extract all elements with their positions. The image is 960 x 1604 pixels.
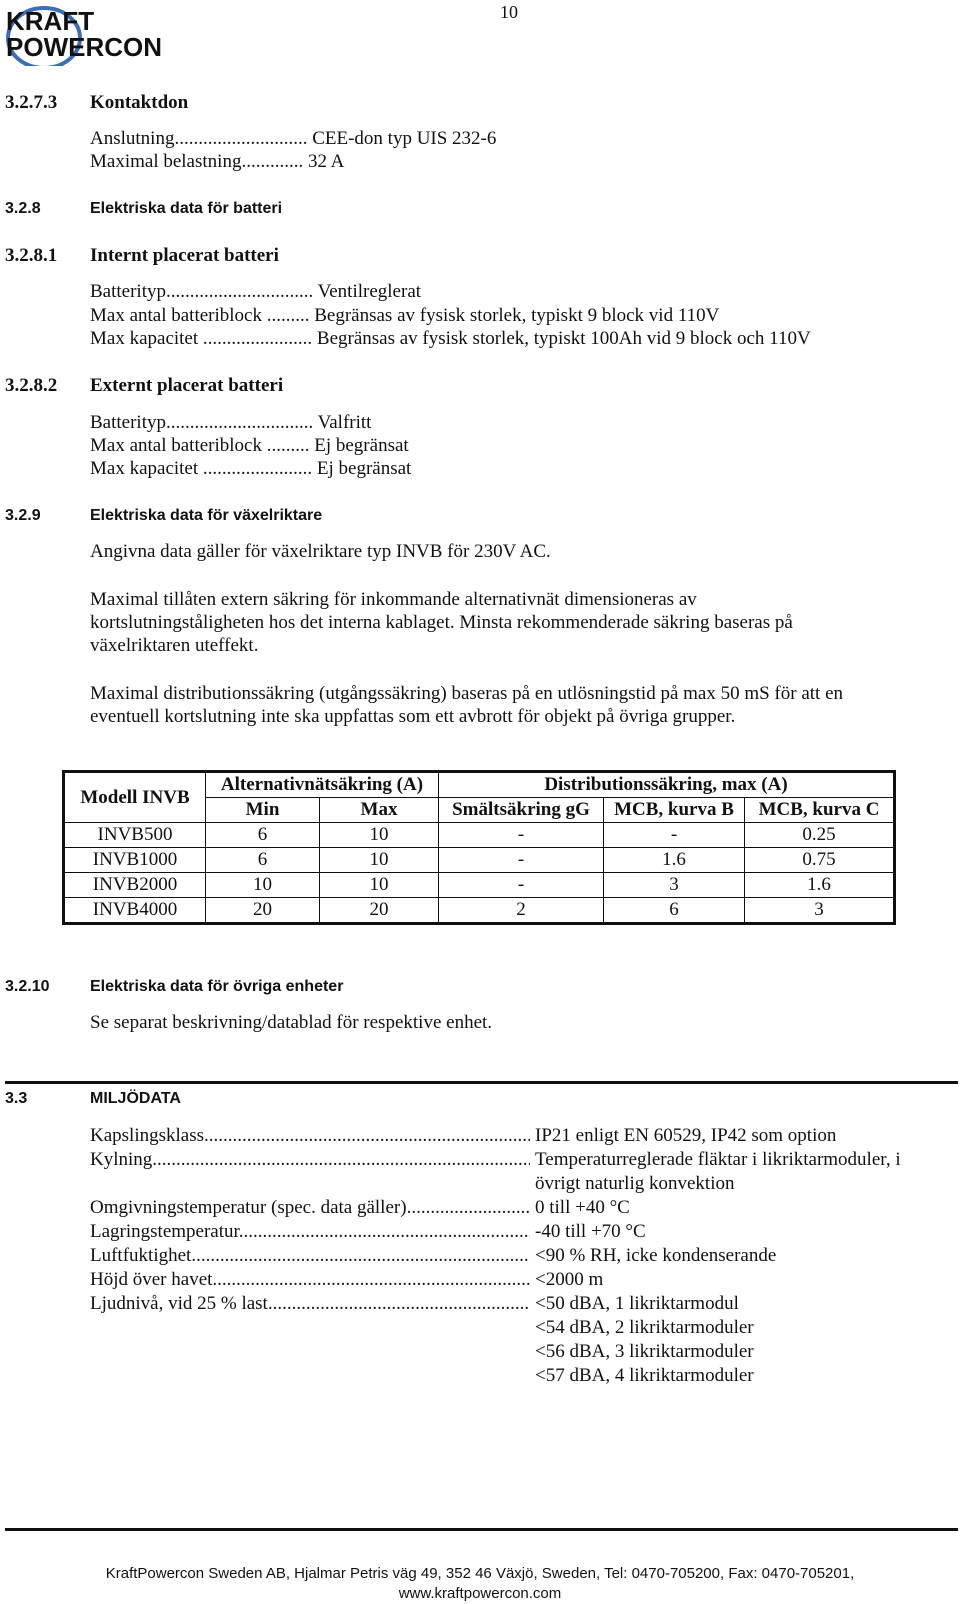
table-cell: 0.25 [745, 823, 895, 848]
env-value: Temperaturreglerade fläktar i likriktarmoduler, i [535, 1149, 901, 1170]
env-value: <56 dBA, 3 likriktarmoduler [535, 1341, 754, 1362]
spec-line: Max kapacitet ....................... Begränsas av fysisk storlek, typiskt 100Ah vid 9 block och 110V [90, 328, 811, 349]
table-cell: 6 [206, 848, 320, 873]
section-number-3273: 3.2.7.3 [5, 92, 58, 113]
section-title-33: MILJÖDATA [90, 1090, 181, 1107]
paragraph-line: eventuell kortslutning inte ska uppfattas som ett avbrott för objekt på övriga grupper. [90, 706, 736, 727]
table-cell: - [439, 873, 604, 898]
env-label: Kylning ..... [90, 1149, 530, 1171]
paragraph: Se separat beskrivning/datablad för respektive enhet. [90, 1012, 493, 1033]
section-number-3281: 3.2.8.1 [5, 245, 58, 266]
table-cell: 10 [320, 823, 439, 848]
section-title-3282: Externt placerat batteri [90, 375, 284, 396]
table-cell: - [604, 823, 745, 848]
env-value: övrigt naturlig konvektion [535, 1173, 735, 1194]
env-value: -40 till +70 °C [535, 1221, 646, 1242]
table-row [64, 848, 895, 873]
table-cell: INVB1000 [64, 848, 206, 873]
section-number-328: 3.2.8 [5, 200, 41, 217]
section-number-329: 3.2.9 [5, 507, 41, 524]
footer-divider [5, 1528, 958, 1531]
spec-line: Anslutning............................ CEE-don typ UIS 232-6 [90, 128, 497, 149]
spec-line: Max antal batteriblock ......... Begränsas av fysisk storlek, typiskt 9 block vid 110V [90, 305, 720, 326]
table-cell: 6 [604, 898, 745, 924]
env-label: Lagringstemperatur ..... [90, 1221, 530, 1243]
table-cell: - [439, 848, 604, 873]
paragraph-line: Maximal distributionssäkring (utgångssäkring) baseras på en utlösningstid på max 50 mS för att en [90, 683, 844, 704]
table-cell: INVB4000 [64, 898, 206, 924]
env-value: <54 dBA, 2 likriktarmoduler [535, 1317, 754, 1338]
section-number-3210: 3.2.10 [5, 978, 50, 995]
paragraph-line: växelriktaren uteffekt. [90, 635, 259, 656]
section-title-3210: Elektriska data för övriga enheter [90, 978, 344, 995]
table-row [64, 898, 895, 924]
spec-line: Max antal batteriblock ......... Ej begränsat [90, 435, 409, 456]
spec-line: Batterityp............................... Valfritt [90, 412, 372, 433]
fuse-table [62, 770, 896, 925]
header-model: Modell INVB [64, 772, 206, 823]
header-smalt: Smältsäkring gG [439, 798, 604, 823]
table-cell: 20 [206, 898, 320, 924]
section-title-3273: Kontaktdon [90, 92, 189, 113]
table-cell: 10 [206, 873, 320, 898]
page-number: 10 [500, 2, 518, 22]
env-label: Kapslingsklass ..... [90, 1125, 530, 1147]
paragraph-line: Maximal tillåten extern säkring för inkommande alternativnät dimensioneras av [90, 589, 697, 610]
footer-address: KraftPowercon Sweden AB, Hjalmar Petris väg 49, 352 46 Växjö, Sweden, Tel: 0470-705200, Fax: 0470-705201, [105, 1565, 855, 1582]
env-value: <2000 m [535, 1269, 604, 1290]
env-label: Höjd över havet ..... [90, 1269, 530, 1291]
table-cell: 10 [320, 873, 439, 898]
env-value: IP21 enligt EN 60529, IP42 som option [535, 1125, 837, 1146]
header-dist: Distributionssäkring, max (A) [439, 772, 895, 798]
env-value: <57 dBA, 4 likriktarmoduler [535, 1365, 754, 1386]
table-cell: 20 [320, 898, 439, 924]
env-value: <50 dBA, 1 likriktarmodul [535, 1293, 739, 1314]
header-alt: Alternativnätsäkring (A) [206, 772, 439, 798]
section-number-33: 3.3 [5, 1090, 28, 1107]
table-cell: 6 [206, 823, 320, 848]
env-value: <90 % RH, icke kondenserande [535, 1245, 777, 1266]
table-cell: INVB500 [64, 823, 206, 848]
paragraph: Angivna data gäller för växelriktare typ INVB för 230V AC. [90, 541, 551, 562]
paragraph-line: kortslutningståligheten hos det interna kablaget. Minsta rekommenderade säkring baseras på [90, 612, 793, 633]
table-cell: 3 [745, 898, 895, 924]
env-label: Luftfuktighet ..... [90, 1245, 530, 1267]
table-cell: INVB2000 [64, 873, 206, 898]
table-cell: 10 [320, 848, 439, 873]
header-max: Max [320, 798, 439, 823]
spec-line: Maximal belastning............. 32 A [90, 151, 345, 172]
table-cell: 1.6 [604, 848, 745, 873]
section-title-328: Elektriska data för batteri [90, 200, 283, 217]
table-cell: 0.75 [745, 848, 895, 873]
table-cell: 1.6 [745, 873, 895, 898]
table-row [64, 823, 895, 848]
header-mcb-c: MCB, kurva C [745, 798, 895, 823]
header-min: Min [206, 798, 320, 823]
spec-line: Batterityp............................... Ventilreglerat [90, 281, 422, 302]
env-label: Ljudnivå, vid 25 % last ..... [90, 1293, 530, 1315]
logo-text-bottom: POWERCON [6, 32, 162, 62]
table-cell: 3 [604, 873, 745, 898]
spec-line: Max kapacitet ....................... Ej begränsat [90, 458, 412, 479]
table-row [64, 873, 895, 898]
section-number-3282: 3.2.8.2 [5, 375, 58, 396]
company-logo [4, 4, 174, 66]
env-label: Omgivningstemperatur (spec. data gäller) ..... [90, 1197, 530, 1219]
table-cell: 2 [439, 898, 604, 924]
section-title-3281: Internt placerat batteri [90, 245, 279, 266]
section-title-329: Elektriska data för växelriktare [90, 507, 323, 524]
logo-text-top: KRAFT [6, 6, 95, 36]
section-divider [5, 1081, 958, 1084]
table-cell: - [439, 823, 604, 848]
footer-website: www.kraftpowercon.com [398, 1585, 562, 1602]
header-mcb-b: MCB, kurva B [604, 798, 745, 823]
env-value: 0 till +40 °C [535, 1197, 630, 1218]
